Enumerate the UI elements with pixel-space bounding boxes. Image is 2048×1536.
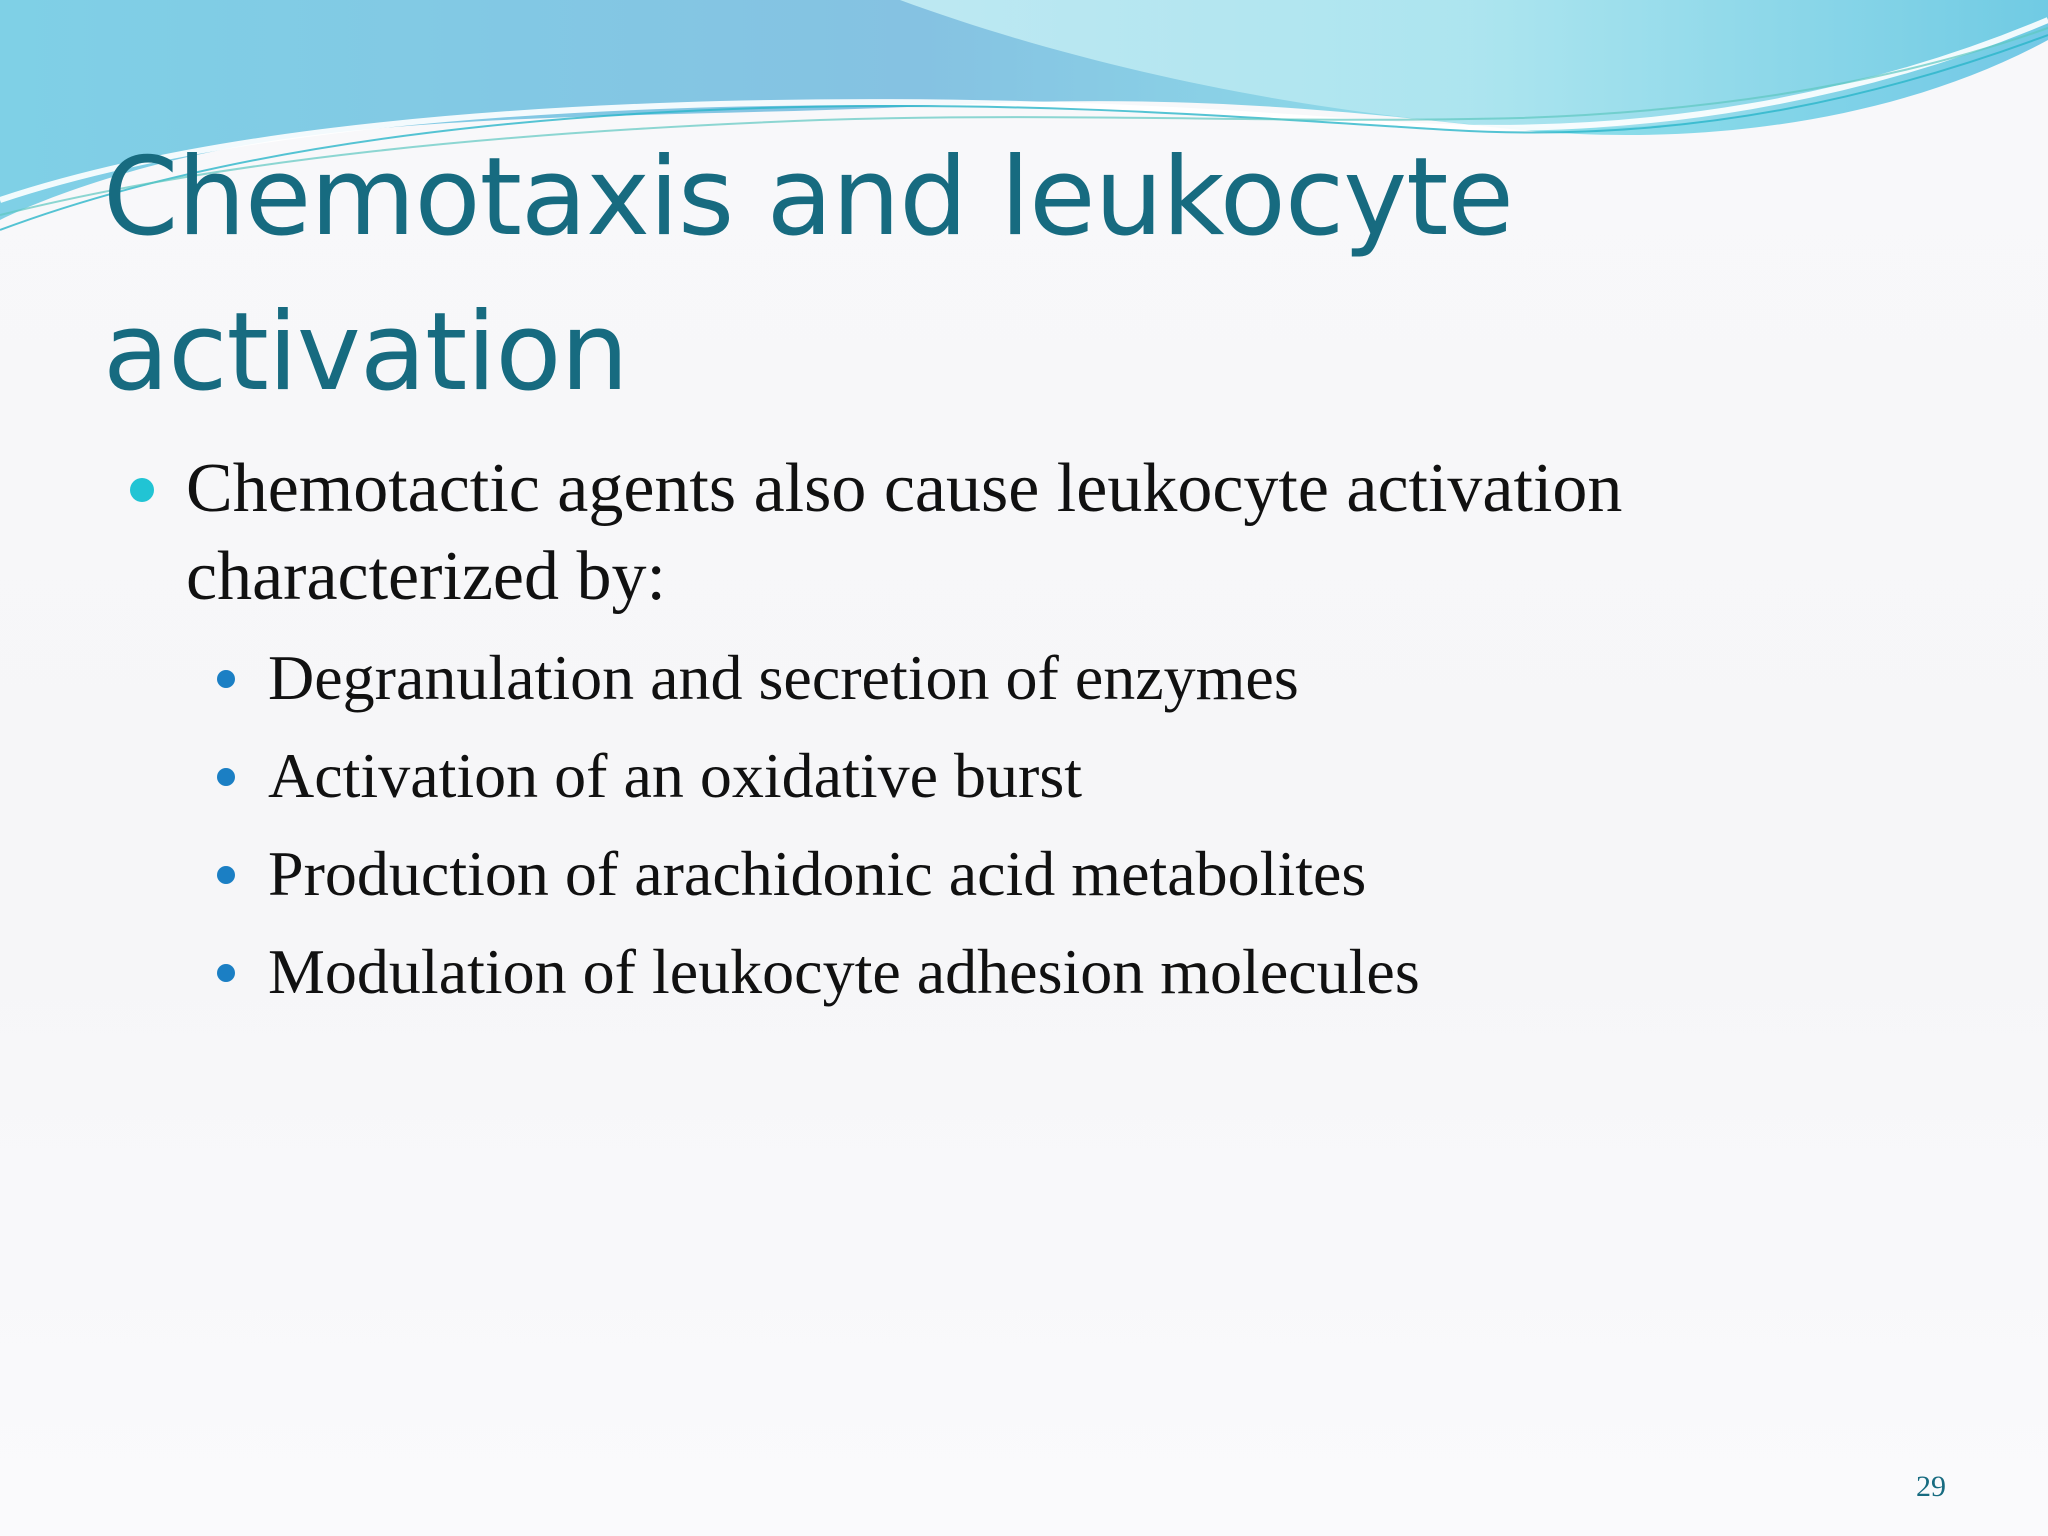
- sub-bullet-text: Production of arachidonic acid metabolites: [268, 838, 1367, 909]
- sub-bullet-item: [214, 629, 1980, 727]
- page-number: 29: [1916, 1470, 1946, 1503]
- sub-bullet-item: [214, 825, 1980, 923]
- bullet-list: [130, 445, 1980, 1021]
- bullet-text: Chemotactic agents also cause leukocyte activation characterized by:: [186, 450, 1623, 615]
- sub-bullet-text: Activation of an oxidative burst: [268, 740, 1083, 811]
- sub-bullet-dot-icon: [217, 964, 235, 982]
- sub-bullet-dot-icon: [217, 768, 235, 786]
- sub-bullet-text: Degranulation and secretion of enzymes: [268, 642, 1299, 713]
- sub-bullet-item: [214, 727, 1980, 825]
- sub-bullet-item: [214, 923, 1980, 1021]
- sub-bullet-dot-icon: [217, 670, 235, 688]
- slide-title: Chemotaxis and leukocyte activation: [103, 135, 1513, 415]
- bullet-dot-icon: [130, 478, 154, 502]
- sub-bullet-text: Modulation of leukocyte adhesion molecules: [268, 936, 1420, 1007]
- sub-bullet-list: [130, 629, 1980, 1021]
- bullet-item: [130, 445, 1980, 621]
- sub-bullet-dot-icon: [217, 866, 235, 884]
